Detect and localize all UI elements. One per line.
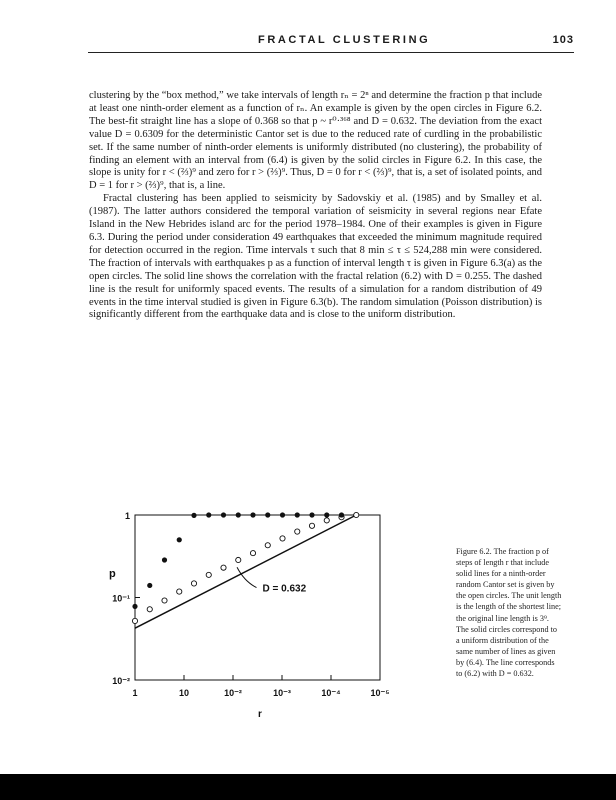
- x-tick-label: 10⁻²: [224, 688, 242, 698]
- figure-6-2: [95, 505, 425, 735]
- x-tick-label: 10⁻⁵: [370, 688, 390, 698]
- x-axis-label: r: [258, 709, 262, 720]
- open-circle-point: [236, 557, 241, 562]
- running-title: FRACTAL CLUSTERING: [258, 34, 431, 46]
- open-circle-point: [324, 518, 329, 523]
- header-rule: [88, 52, 574, 53]
- solid-circle-point: [265, 512, 270, 517]
- open-circle-point: [162, 598, 167, 603]
- x-tick-label: 10⁻³: [273, 688, 291, 698]
- annotation-label: D = 0.632: [262, 583, 307, 595]
- solid-circle-point: [295, 512, 300, 517]
- solid-circle-point: [324, 512, 329, 517]
- fit-line: [135, 515, 356, 628]
- solid-circle-point: [221, 512, 226, 517]
- open-circle-point: [177, 589, 182, 594]
- solid-circle-point: [236, 512, 241, 517]
- open-circle-point: [147, 607, 152, 612]
- solid-circle-point: [339, 512, 344, 517]
- figure-6-2-chart: [95, 505, 425, 735]
- body-text: [89, 90, 542, 322]
- y-tick-label: 1: [124, 511, 130, 521]
- open-circle-point: [309, 523, 314, 528]
- x-tick-label: 10: [178, 688, 190, 698]
- running-header: [258, 34, 574, 50]
- plot-frame: [135, 515, 380, 680]
- x-tick-label: 1: [132, 688, 138, 698]
- open-circle-point: [191, 581, 196, 586]
- figure-caption: Figure 6.2. The fraction p of steps of length r that include solid lines for a ninth-order random Cantor set is given by the open circles. The unit length is the length of the shortest line; the original line length is 3⁹. The solid circles correspond to a uniform distribution of the same number of lines as given by (6.4). The line corresponds to (6.2) with D = 0.632.: [456, 547, 562, 679]
- open-circle-point: [295, 529, 300, 534]
- x-tick-label: 10⁻⁴: [321, 688, 341, 698]
- open-circle-point: [250, 551, 255, 556]
- page-number: 103: [552, 34, 574, 46]
- solid-circle-point: [132, 604, 137, 609]
- y-tick-label: 10⁻²: [112, 676, 130, 686]
- solid-circle-point: [280, 512, 285, 517]
- open-circle-point: [221, 565, 226, 570]
- paragraph-2: Fractal clustering has been applied to seismicity by Sadovskiy et al. (1985) and by Smalley et al. (1987). The latter authors considered the temporal variation of seismicity in several regions near Efate Island in the New Hebrides island arc for the period 1978–1984. One of their examples is given in Figure 6.3. During the period under consideration 49 earthquakes that exceeded the minimum magnitude required for detection occurred in the region. Time intervals τ such that 8 min ≤ τ ≤ 524,288 min were considered. The fraction of intervals with earthquakes p as a function of interval length τ is given in Figure 6.3(a) as the open circles. The solid line shows the correlation with the fractal relation (6.2) with D = 0.255. The dashed line is the result for uniformly spaced events. The results of a simulation for a random distribution of 49 events in the time interval studied is given in Figure 6.3(b). The random simulation (Poisson distribution) is significantly different from the earthquake data and is close to the uniform distribution.: [89, 193, 542, 321]
- paragraph-1: clustering by the “box method,” we take intervals of length rₙ = 2ⁿ and determine the fraction p that include at least one ninth-order element as a function of rₙ. An example is given by the open circles in Figure 6.2. The best-fit straight line has a slope of 0.368 so that p ~ r⁰·³⁶⁸ and D = 0.632. The deviation from the exact value D = 0.6309 for the deterministic Cantor set is due to the reduced rate of curdling in the probabilistic set. If the same number of ninth-order elements is uniformly distributed (no clustering), the probability of finding an element with an interval from (6.4) is given by the solid circles in Figure 6.2. In this case, the slope is unity for r < (⅔)⁹ and zero for r > (⅔)⁹. Thus, D = 0 for r < (⅔)⁹, that is, a set of isolated points, and D = 1 for r > (⅔)⁹, that is, a line.: [89, 90, 542, 192]
- open-circle-point: [265, 543, 270, 548]
- solid-circle-point: [206, 512, 211, 517]
- solid-circle-point: [162, 557, 167, 562]
- open-circle-point: [132, 618, 137, 623]
- solid-circle-point: [177, 537, 182, 542]
- open-circle-point: [206, 572, 211, 577]
- solid-circle-point: [147, 583, 152, 588]
- y-axis-label: p: [109, 568, 116, 580]
- bottom-scan-border: [0, 774, 616, 800]
- open-circle-point: [280, 536, 285, 541]
- solid-circle-point: [250, 512, 255, 517]
- open-circle-point: [354, 512, 359, 517]
- solid-circle-point: [309, 512, 314, 517]
- solid-circle-point: [191, 513, 196, 518]
- y-tick-label: 10⁻¹: [112, 593, 130, 604]
